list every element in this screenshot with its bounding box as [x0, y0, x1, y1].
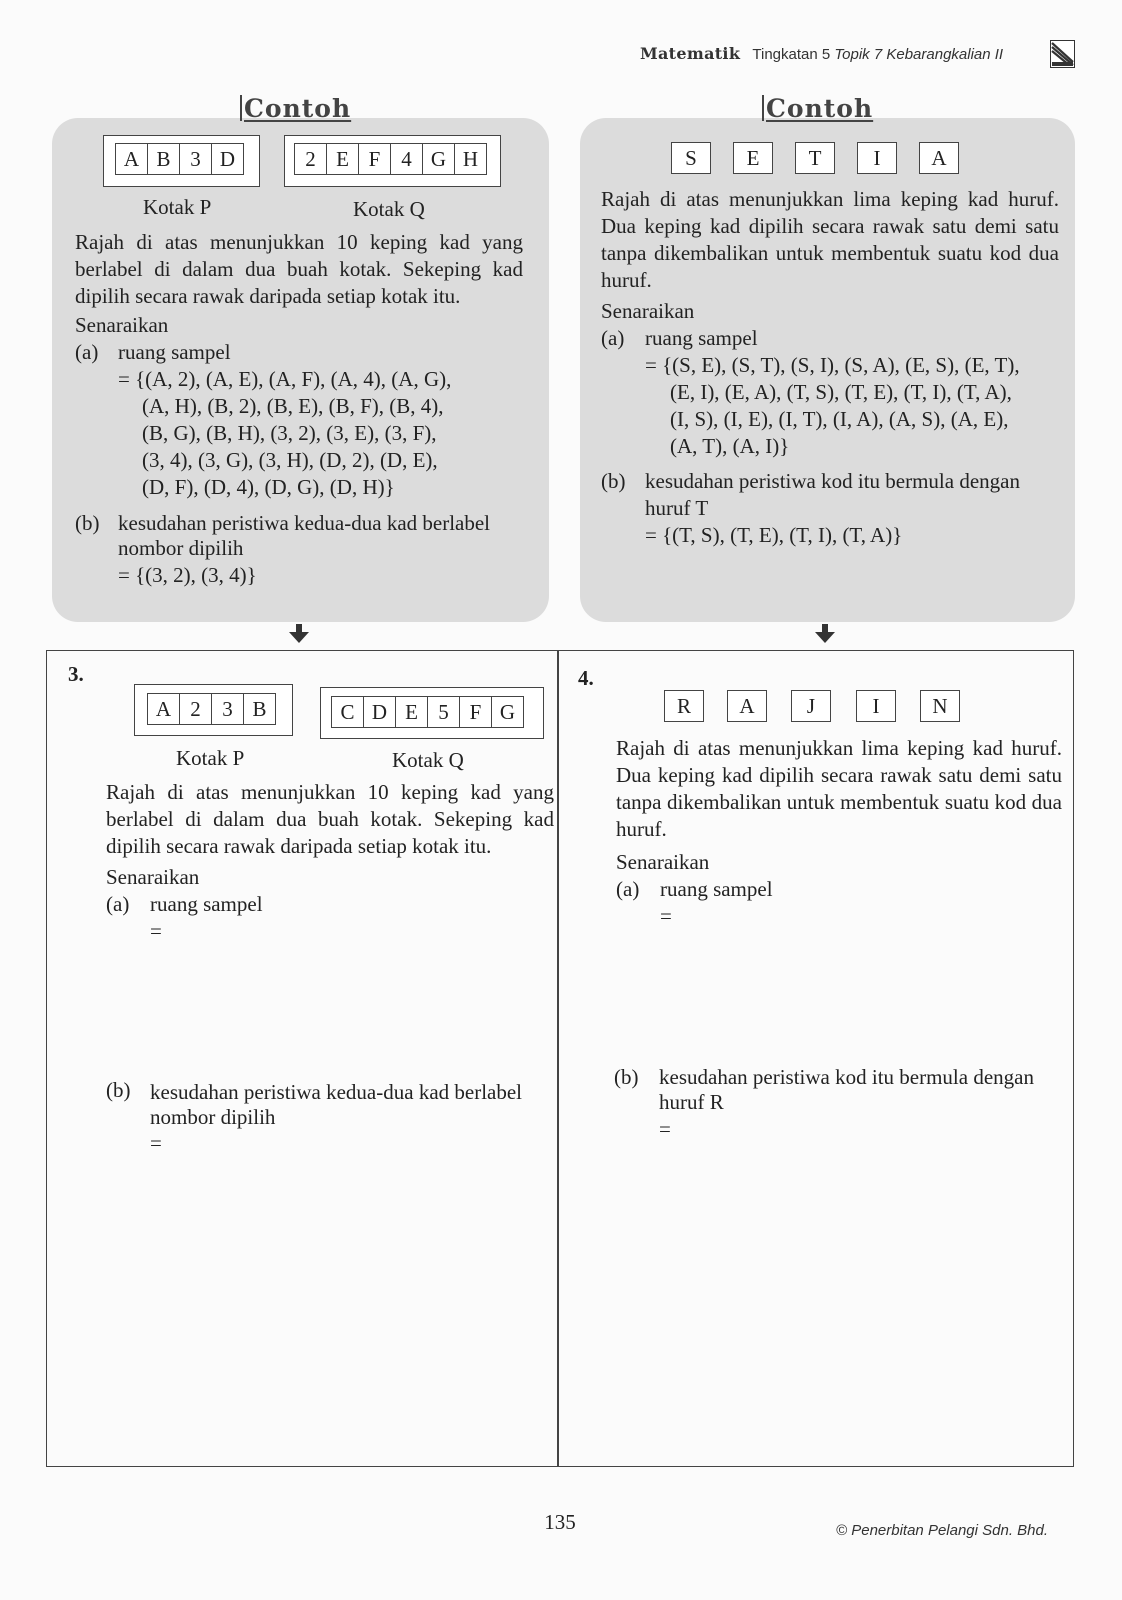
header-subject: Matematik [640, 44, 741, 63]
question-4-a-text: ruang sampel [660, 877, 773, 901]
card: E [327, 144, 359, 174]
card: A [148, 694, 180, 724]
question-3-box-q-label: Kotak Q [392, 748, 464, 772]
example-right-intro: Rajah di atas menunjukkan lima keping kad huruf. Dua keping kad dipilih secara rawak satu demi satu tanpa dikembalikan untuk membentuk suatu kod dua huruf. [601, 187, 1059, 292]
example-right-b-label: (b) [601, 469, 626, 493]
column-divider [557, 650, 559, 1467]
question-3-b-answer: = [150, 1131, 162, 1155]
down-arrow-icon [814, 624, 836, 646]
card: I [856, 690, 896, 722]
example-right-b-text-line: huruf T [645, 496, 709, 520]
example-left-b-text-line: nombor dipilih [118, 536, 244, 560]
card: J [791, 690, 831, 722]
question-4-b-text-line: huruf R [659, 1090, 724, 1114]
card: 5 [428, 697, 460, 727]
example-left-intro: Rajah di atas menunjukkan 10 keping kad yang berlabel di dalam dua buah kotak. Sekeping kad dipilih secara rawak daripada setiap kotak itu. [75, 230, 523, 308]
question-4-a-answer: = [660, 904, 672, 928]
header-topic: Topik 7 Kebarangkalian II [834, 46, 1004, 63]
example-right-a-answer-line: = {(S, E), (S, T), (S, I), (S, A), (E, S), (E, T), [645, 353, 1020, 377]
example-left-box-p-label: Kotak P [143, 195, 212, 219]
question-4-number: 4. [578, 666, 594, 690]
card: F [359, 144, 391, 174]
question-3-b-text-line: nombor dipilih [150, 1105, 276, 1129]
question-3-box-q-cards [331, 696, 524, 728]
question-3-a-label: (a) [106, 892, 130, 916]
question-3-box-p-label: Kotak P [176, 746, 245, 770]
card: I [857, 142, 897, 174]
card: 2 [295, 144, 327, 174]
question-4-a-label: (a) [616, 877, 640, 901]
example-left-box-p-cards [115, 143, 244, 175]
example-right-a-text: ruang sampel [645, 326, 758, 350]
page-number: 135 [544, 1510, 576, 1534]
card: 4 [391, 144, 423, 174]
card: B [252, 697, 267, 721]
card: E [733, 142, 773, 174]
question-3-box-p-cards [147, 693, 276, 725]
example-left-b-text-line: kesudahan peristiwa kedua-dua kad berlabel [118, 511, 491, 535]
example-left-a-label: (a) [75, 340, 99, 364]
card: T [795, 142, 835, 174]
example-left-a-answer-line: (3, 4), (3, G), (3, H), (D, 2), (D, E), [142, 448, 438, 472]
example-left-a-answer-line: (A, H), (B, 2), (B, E), (B, F), (B, 4), [142, 394, 444, 418]
card: 3 [212, 694, 244, 724]
example-left-a-text: ruang sampel [118, 340, 231, 364]
card: S [671, 142, 711, 174]
question-3-a-text: ruang sampel [150, 892, 263, 916]
card: A [116, 144, 148, 174]
example-right-a-label: (a) [601, 326, 625, 350]
question-3-b-text-line: kesudahan peristiwa kedua-dua kad berlabel [150, 1080, 523, 1104]
card: B [148, 144, 180, 174]
example-left-title: Contoh [240, 94, 351, 123]
card: 3 [180, 144, 212, 174]
card: D [364, 697, 396, 727]
question-4-b-answer: = [659, 1117, 671, 1141]
down-arrow-icon [288, 624, 310, 646]
example-left-box-q-cards [294, 143, 487, 175]
example-left-list-prompt: Senaraikan [75, 313, 169, 337]
example-right-title: Contoh [762, 94, 873, 123]
question-3-b-label: (b) [106, 1078, 131, 1102]
question-4-b-label: (b) [614, 1065, 639, 1089]
question-3-number: 3. [68, 662, 84, 686]
question-3-intro: Rajah di atas menunjukkan 10 keping kad yang berlabel di dalam dua buah kotak. Sekeping kad dipilih secara rawak daripada setiap kotak itu. [106, 780, 554, 858]
example-left-a-answer-line: = {(A, 2), (A, E), (A, F), (A, 4), (A, G), [118, 367, 452, 391]
card: A [919, 142, 959, 174]
card: C [332, 697, 364, 727]
example-right-a-answer-line: (I, S), (I, E), (I, T), (I, A), (A, S), (A, E), [670, 407, 1009, 431]
card: H [462, 147, 479, 171]
card: E [396, 697, 428, 727]
example-left-a-answer-line: (B, G), (B, H), (3, 2), (3, E), (3, F), [142, 421, 437, 445]
question-4-intro: Rajah di atas menunjukkan lima keping kad huruf. Dua keping kad dipilih secara rawak satu demi satu tanpa dikembalikan untuk membentuk suatu kod dua huruf. [616, 736, 1062, 841]
copyright-notice: © Penerbitan Pelangi Sdn. Bhd. [836, 1522, 1049, 1539]
card: D [219, 147, 236, 171]
card: G [423, 144, 455, 174]
example-right-b-text-line: kesudahan peristiwa kod itu bermula dengan [645, 469, 1020, 493]
publisher-logo-icon [1050, 40, 1075, 68]
example-left-b-answer: = {(3, 2), (3, 4)} [118, 563, 257, 587]
question-3-a-answer: = [150, 919, 162, 943]
example-right-a-answer-line: (A, T), (A, I)} [670, 434, 790, 458]
card: R [664, 690, 704, 722]
example-right-a-answer-line: (E, I), (E, A), (T, S), (T, E), (T, I), (T, A), [670, 380, 1012, 404]
example-right-list-prompt: Senaraikan [601, 299, 695, 323]
example-right-b-answer: = {(T, S), (T, E), (T, I), (T, A)} [645, 523, 903, 547]
card: F [460, 697, 492, 727]
card: 2 [180, 694, 212, 724]
example-left-a-answer-line: (D, F), (D, 4), (D, G), (D, H)} [142, 475, 395, 499]
card: N [920, 690, 960, 722]
question-4-b-text-line: kesudahan peristiwa kod itu bermula dengan [659, 1065, 1034, 1089]
example-left-box-q-label: Kotak Q [353, 197, 425, 221]
card: A [727, 690, 767, 722]
card: G [499, 700, 516, 724]
header-form: Tingkatan 5 [752, 46, 831, 63]
running-header [640, 44, 1080, 74]
question-4-list-prompt: Senaraikan [616, 850, 710, 874]
example-left-b-label: (b) [75, 511, 100, 535]
question-3-list-prompt: Senaraikan [106, 865, 200, 889]
